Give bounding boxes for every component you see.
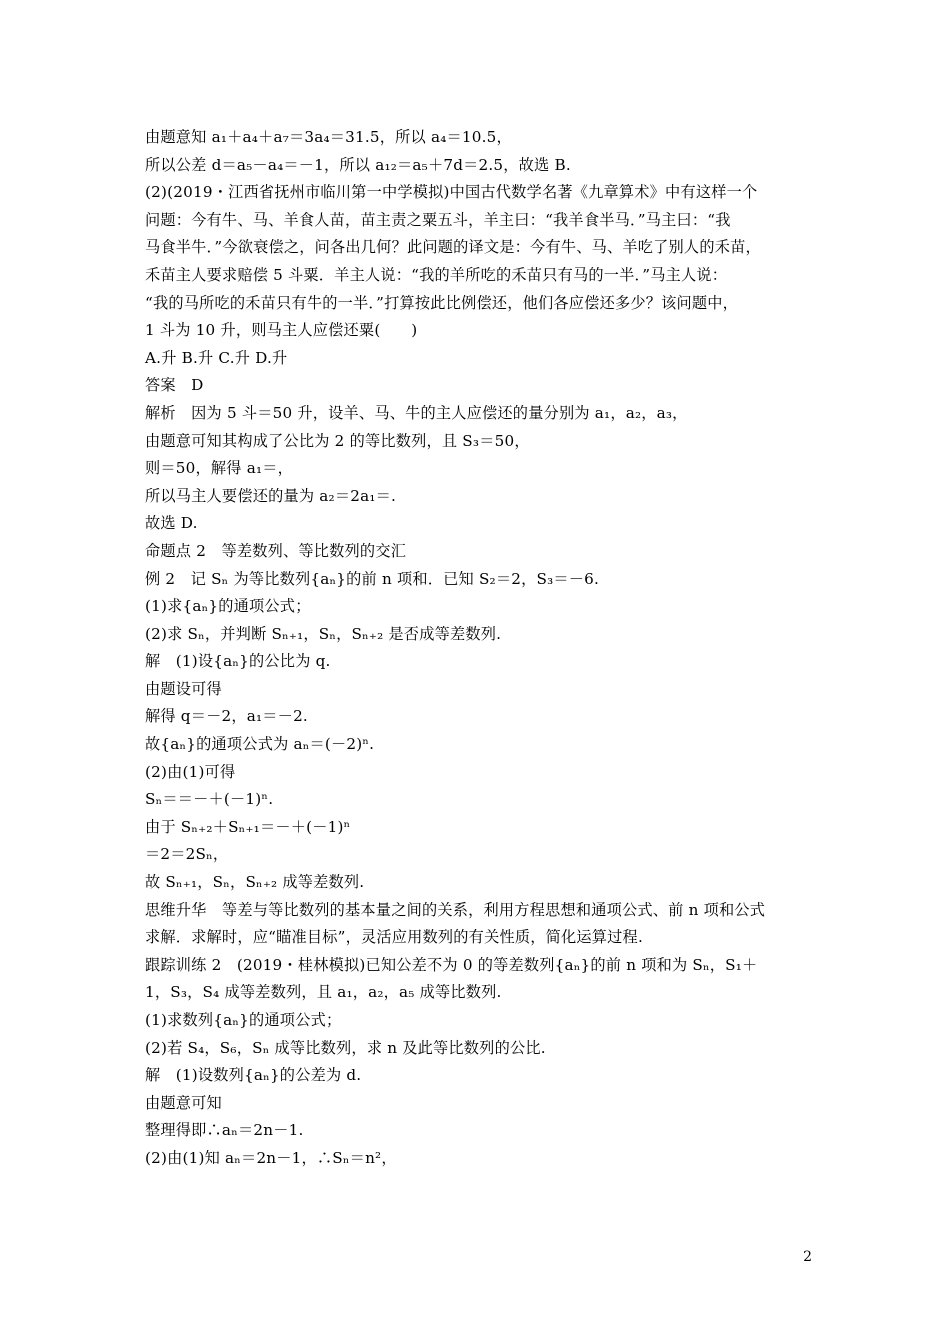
- text-line: 所以公差 d＝a₅－a₄＝－1，所以 a₁₂＝a₅＋7d＝2.5，故选 B.: [145, 155, 571, 174]
- text-line: 跟踪训练 2 (2019・桂林模拟)已知公差不为 0 的等差数列{aₙ}的前 n 项和为 Sₙ，S₁＋: [145, 955, 758, 974]
- text-line: 解 (1)设数列{aₙ}的公差为 d.: [145, 1066, 362, 1085]
- text-line: ＝2＝2Sₙ，: [145, 845, 229, 864]
- text-line: 由题意可知: [145, 1093, 222, 1112]
- text-line: Sₙ＝＝－＋(－1)ⁿ.: [145, 790, 274, 809]
- text-line: (2)由(1)知 aₙ＝2n－1，∴Sₙ＝n²，: [145, 1148, 397, 1167]
- text-line: “我的马所吃的禾苗只有牛的一半．”打算按此比例偿还，他们各应偿还多少？该问题中，: [145, 293, 739, 312]
- text-line: 由题意可知其构成了公比为 2 的等比数列，且 S₃＝50，: [145, 431, 530, 450]
- text-line: 求解．求解时，应“瞄准目标”，灵活应用数列的有关性质，简化运算过程.: [145, 928, 643, 947]
- text-line: 整理得即∴aₙ＝2n－1.: [145, 1121, 304, 1140]
- text-line: 答案 D: [145, 376, 204, 395]
- text-line: (1)求{aₙ}的通项公式；: [145, 597, 311, 616]
- text-line: 故选 D.: [145, 514, 198, 533]
- text-line: 所以马主人要偿还的量为 a₂＝2a₁＝.: [145, 486, 397, 505]
- text-line: (2)求 Sₙ，并判断 Sₙ₊₁，Sₙ，Sₙ₊₂ 是否成等差数列.: [145, 624, 502, 643]
- text-line: 问题：今有牛、马、羊食人苗，苗主责之粟五斗，羊主曰：“我羊食半马．”马主曰：“我: [145, 210, 731, 229]
- text-line: (1)求数列{aₙ}的通项公式；: [145, 1011, 342, 1029]
- text-line: A.升 B.升 C.升 D.升: [145, 348, 288, 367]
- text-line: 禾苗主人要求赔偿 5 斗粟．羊主人说：“我的羊所吃的禾苗只有马的一半．”马主人说：: [145, 265, 728, 284]
- text-line: 则＝50，解得 a₁＝，: [145, 459, 294, 478]
- text-line: 1，S₃，S₄ 成等差数列，且 a₁，a₂，a₅ 成等比数列.: [145, 983, 502, 1002]
- text-line: 解得 q＝－2，a₁＝－2.: [145, 707, 308, 726]
- text-line: 由于 Sₙ₊₂＋Sₙ₊₁＝－＋(－1)ⁿ: [145, 817, 351, 836]
- text-line: 由题意知 a₁＋a₄＋a₇＝3a₄＝31.5，所以 a₄＝10.5，: [145, 128, 512, 146]
- text-line: 思维升华 等差与等比数列的基本量之间的关系，利用方程思想和通项公式、前 n 项和公式: [145, 900, 766, 919]
- text-line: 解析 因为 5 斗＝50 升，设羊、马、牛的主人应偿还的量分别为 a₁，a₂，a₃，: [145, 403, 688, 422]
- text-line: 由题设可得: [145, 679, 222, 698]
- text-line: 解 (1)设{aₙ}的公比为 q.: [145, 652, 331, 671]
- page-number: 2: [803, 1249, 812, 1265]
- text-line: (2)若 S₄，S₆，Sₙ 成等比数列，求 n 及此等比数列的公比.: [145, 1038, 546, 1057]
- text-line: 故{aₙ}的通项公式为 aₙ＝(－2)ⁿ.: [145, 735, 375, 754]
- text-line: (2)(2019・江西省抚州市临川第一中学模拟)中国古代数学名著《九章算术》中有这样一个: [145, 183, 758, 202]
- text-line: 故 Sₙ₊₁，Sₙ，Sₙ₊₂ 成等差数列.: [145, 873, 365, 892]
- text-line: 命题点 2 等差数列、等比数列的交汇: [145, 541, 407, 560]
- text-line: 1 斗为 10 升，则马主人应偿还粟( ): [145, 321, 418, 340]
- text-line: 例 2 记 Sₙ 为等比数列{aₙ}的前 n 项和．已知 S₂＝2，S₃＝－6.: [145, 569, 600, 588]
- text-line: (2)由(1)可得: [145, 762, 236, 781]
- document-body: [145, 124, 825, 1173]
- text-line: 马食半牛．”今欲衰偿之，问各出几何？此问题的译文是：今有牛、马、羊吃了别人的禾苗，: [145, 238, 761, 257]
